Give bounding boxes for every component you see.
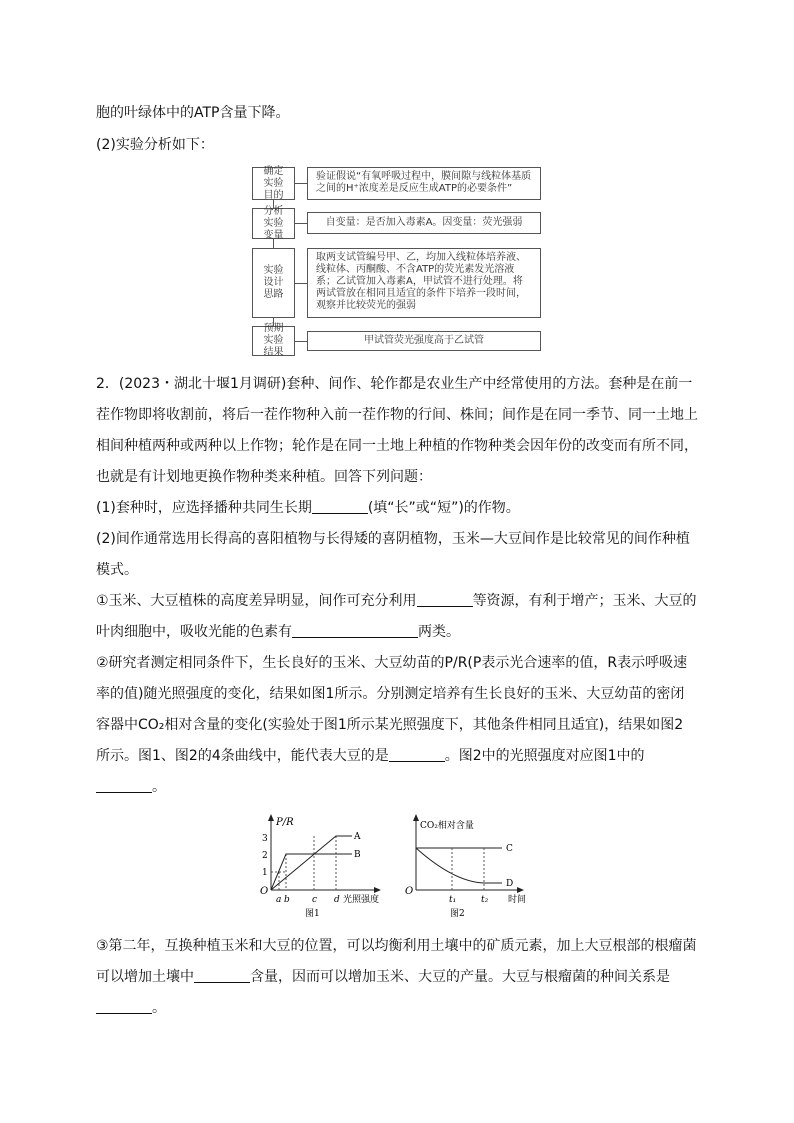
- x-tick-label: t₂: [481, 895, 489, 905]
- question-text: 相间种植两种或两种以上作物；轮作是在同一土地上种植的作物种类会因年份的改变而有所不同，: [96, 438, 698, 454]
- flow-connector: [295, 283, 307, 284]
- flow-content-text: 验证假说“有氧呼吸过程中，膜间隙与线粒体基质之间的H⁺浓度差是反应生成ATP的必要条件”: [316, 171, 532, 194]
- flow-step-box: [252, 205, 295, 241]
- answer-blank[interactable]: [96, 778, 152, 793]
- y-tick-label: 2: [262, 851, 268, 861]
- sub-question-1: [96, 499, 700, 517]
- origin-label: O: [405, 886, 414, 897]
- series-line-a: [271, 836, 352, 890]
- flow-content-box: [307, 331, 541, 351]
- answer-blank[interactable]: [389, 747, 445, 762]
- flow-step-label: 确定实验目的: [263, 165, 284, 201]
- flow-step-label: 分析实验变量: [263, 205, 284, 241]
- sub-question-line: [96, 999, 700, 1017]
- figure-caption: 图1: [305, 909, 320, 919]
- question-text: ③第二年，互换种植玉米和大豆的位置，可以均衡利用土壤中的矿质元素，加上大豆根部的根瘤菌: [96, 938, 697, 954]
- sub-question-line: [96, 623, 700, 641]
- flow-connector: [295, 183, 307, 184]
- x-tick-label: t₁: [449, 895, 457, 905]
- question-text: 。: [152, 779, 166, 795]
- series-label-d: D: [506, 879, 514, 889]
- figure-1-graph: [255, 812, 395, 920]
- sub-question-label: (2)实验分析如下：: [96, 137, 214, 153]
- flow-connector: [295, 341, 307, 342]
- flow-content-text: 甲试管荧光强度高于乙试管: [364, 335, 484, 346]
- flow-step-box: [252, 167, 295, 200]
- question-text: 叶肉细胞中，吸收光能的色素有: [96, 624, 292, 640]
- question-text: 也就是有计划地更换作物种类来种植。回答下列问题：: [96, 469, 432, 485]
- x-tick-label: b: [284, 895, 290, 905]
- question-text: 模式。: [96, 562, 138, 578]
- flow-step-label: 实验设计思路: [263, 265, 284, 300]
- series-label-b: B: [354, 850, 361, 860]
- x-tick-label: d: [334, 895, 340, 905]
- question-text: 可以增加土壤中: [96, 969, 194, 985]
- sub-question-line: [96, 747, 700, 765]
- origin-label: O: [260, 886, 269, 897]
- text-line: 胞的叶绿体中的ATP含量下降。: [96, 105, 290, 121]
- question-text: ②研究者测定相同条件下，生长良好的玉米、大豆幼苗的P/R(P表示光合速率的值，R表示呼吸速: [96, 655, 688, 671]
- flow-content-text: 取两支试管编号甲、乙，均加入线粒体培养液、线粒体、丙酮酸、不含ATP的荧光素发光溶液系；乙试管加入毒素A，甲试管不进行处理。将两试管放在相同且适宜的条件下培养一段时间，观察并比较荧光的强弱: [316, 252, 526, 311]
- question-text: (2)间作通常选用长得高的喜阳植物与长得矮的喜阴植物，玉米—大豆间作是比较常见的间作种植: [96, 531, 690, 547]
- question-text: 两类。: [418, 624, 460, 640]
- question-text: 茬作物即将收割前，将后一茬作物种入前一茬作物的行间、株间；间作是在同一季节、同一土地上: [96, 407, 698, 423]
- sub-question-line: [96, 968, 700, 986]
- question-text: 所示。图1、图2的4条曲线中，能代表大豆的是: [96, 748, 389, 764]
- flow-content-text: 自变量：是否加入毒素A。因变量：荧光强弱: [325, 217, 523, 228]
- y-axis-label: CO₂相对含量: [420, 821, 474, 831]
- sub-question-line: [96, 592, 700, 610]
- flow-content-box: [307, 212, 541, 234]
- flow-step-label: 预期实验结果: [263, 323, 284, 358]
- answer-blank[interactable]: [417, 592, 473, 607]
- series-label-c: C: [506, 844, 513, 854]
- answer-blank[interactable]: [312, 499, 368, 514]
- x-tick-label: c: [312, 895, 318, 905]
- x-axis-label: 光照强度: [343, 895, 380, 905]
- question-text: 。: [152, 1000, 166, 1016]
- series-line-d: [416, 848, 502, 883]
- flow-content-box: [307, 248, 541, 318]
- answer-blank[interactable]: [96, 999, 152, 1014]
- y-axis-label: P/R: [276, 817, 294, 828]
- y-axis-arrow: [413, 814, 419, 821]
- y-axis-arrow: [268, 814, 274, 821]
- flow-connector: [295, 223, 307, 224]
- answer-blank[interactable]: [292, 623, 418, 638]
- question-text: 率的值)随光照强度的变化，结果如图1所示。分别测定培养有生长良好的玉米、大豆幼苗的密闭: [96, 686, 685, 702]
- sub-question-line: [96, 778, 700, 796]
- question-text: 。图2中的光照强度对应图1中的: [444, 748, 645, 764]
- series-label-a: A: [354, 832, 361, 842]
- question-text: ①玉米、大豆植株的高度差异明显，间作可充分利用: [96, 593, 417, 609]
- x-axis-arrow: [374, 887, 381, 893]
- x-tick-label: a: [276, 895, 282, 905]
- x-axis-arrow: [517, 887, 524, 893]
- question-text: (填“长”或“短”)的作物。: [367, 500, 520, 516]
- question-text: 含量，因而可以增加玉米、大豆的产量。大豆与根瘤菌的种间关系是: [250, 969, 670, 985]
- y-tick-label: 1: [262, 868, 268, 878]
- figure-2-graph: [402, 812, 542, 920]
- y-tick-label: 3: [262, 834, 268, 844]
- x-axis-label: 时间: [508, 895, 527, 905]
- figure-caption: 图2: [450, 909, 465, 919]
- flow-content-box: [307, 167, 541, 200]
- flow-step-box: [252, 248, 295, 318]
- answer-blank[interactable]: [194, 968, 250, 983]
- question-text: 容器中CO₂相对含量的变化(实验处于图1所示某光照强度下，其他条件相同且适宜)，结果如图2: [96, 717, 684, 733]
- question-text: 等资源，有利于增产；玉米、大豆的: [472, 593, 697, 609]
- question-text: (1)套种时，应选择播种共同生长期: [96, 500, 312, 516]
- question-text: 2．(2023・湖北十堰1月调研)套种、间作、轮作都是农业生产中经常使用的方法。套种是在前一: [96, 376, 693, 392]
- flow-step-box: [252, 323, 295, 358]
